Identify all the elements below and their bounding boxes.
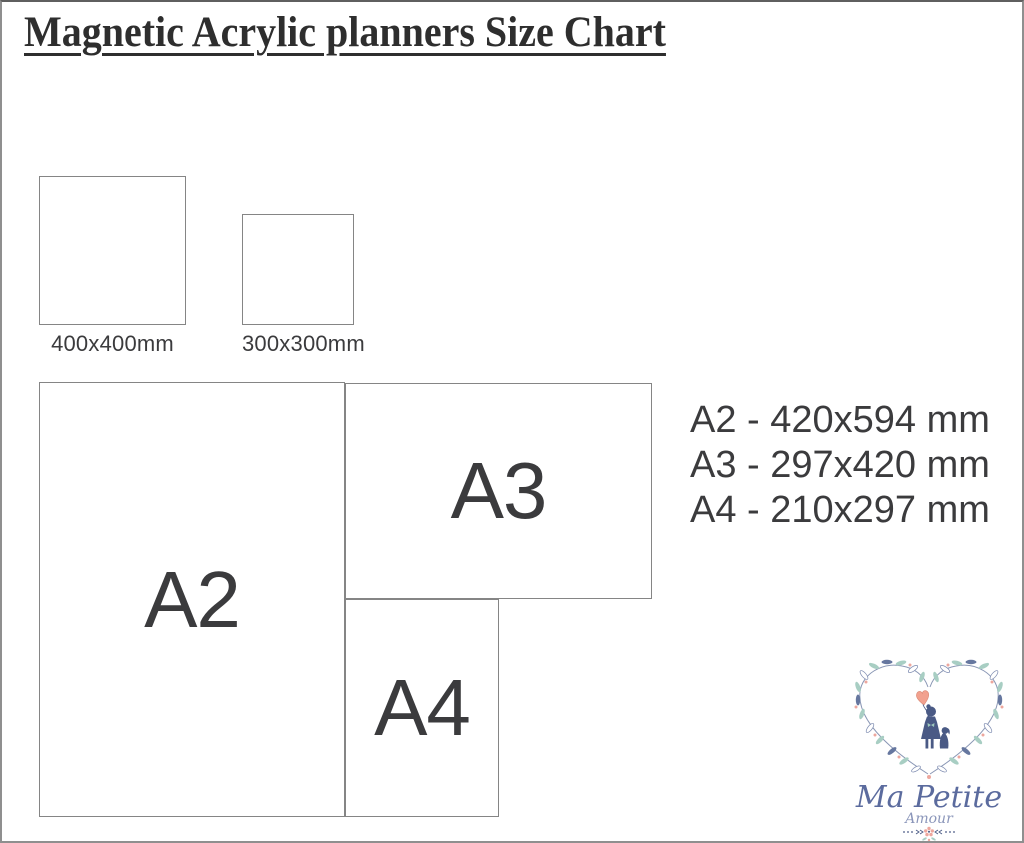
- paper-a3-label: A3: [450, 446, 547, 535]
- brand-logo-graphic: [844, 647, 1014, 843]
- dog-silhouette-icon: [940, 727, 950, 748]
- brand-name-text: Ma Petite: [855, 780, 1003, 815]
- square-400x400-label: 400x400mm: [51, 331, 174, 356]
- flourish-icon: [903, 827, 955, 841]
- girl-silhouette-icon: [921, 704, 941, 748]
- brand-subname-text: Amour: [905, 811, 953, 827]
- brand-logo: [844, 647, 1014, 843]
- paper-a2-label: A2: [144, 554, 240, 644]
- heart-balloon-icon: [916, 690, 930, 706]
- square-300x300-outline: [242, 214, 354, 325]
- wreath-bottom-flower-icon: [927, 775, 931, 779]
- paper-a4-label: A4: [374, 663, 470, 752]
- paper-a2-outline: [39, 382, 345, 817]
- size-legend-a4: A4 - 210x297 mm: [690, 489, 990, 531]
- size-legend: [690, 398, 990, 533]
- page-title: Magnetic Acrylic planners Size Chart: [24, 9, 666, 56]
- size-legend-a2: A2 - 420x594 mm: [690, 399, 990, 441]
- square-400x400-outline: [39, 176, 186, 325]
- square-300x300-label: 300x300mm: [242, 331, 365, 356]
- size-legend-a3: A3 - 297x420 mm: [690, 444, 990, 486]
- paper-a3-outline: [345, 383, 652, 599]
- paper-a4-outline: [345, 599, 499, 817]
